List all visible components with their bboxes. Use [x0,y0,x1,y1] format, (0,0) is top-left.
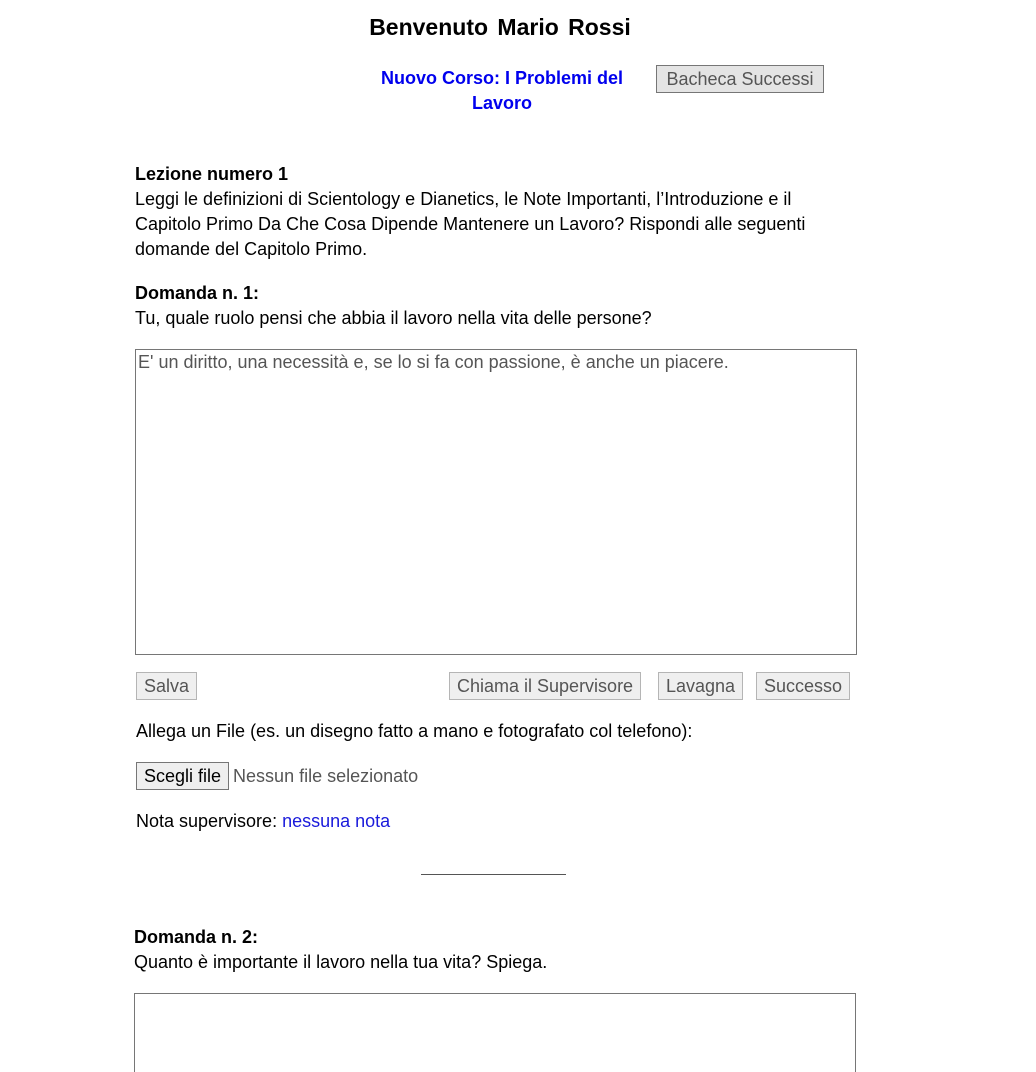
lesson-title: Lezione numero 1 [135,164,289,184]
file-input [136,762,418,790]
course-title-link[interactable]: Nuovo Corso: I Problemi del Lavoro [380,68,624,113]
question-2-answer-field[interactable] [134,993,856,1072]
welcome-heading: Benvenuto Mario Rossi [369,14,631,40]
question-divider [421,874,566,875]
question-2-text: Quanto è importante il lavoro nella tua vita? Spiega. [134,952,548,972]
question-1-text: Tu, quale ruolo pensi che abbia il lavoro nella vita delle persone? [135,308,652,328]
lesson-description: Leggi le definizioni di Scientology e Dianetics, le Note Importanti, l’Introduzione e il Capitolo Primo Da Che Cosa Dipende Mantenere un Lavoro? Rispondi alle seguenti domande del Capitolo Primo. [135,189,806,259]
call-supervisor-button[interactable]: Chiama il Supervisore [449,672,641,700]
supervisor-note-label: Nota supervisore: [136,811,278,831]
question-2-label: Domanda n. 2: [134,927,259,947]
supervisor-note [136,809,390,833]
file-status: Nessun file selezionato [233,765,419,786]
question-1-label: Domanda n. 1: [135,283,260,303]
question-1-answer-field[interactable] [135,349,857,655]
save-button[interactable]: Salva [136,672,197,700]
blackboard-button[interactable]: Lavagna [658,672,743,700]
success-button[interactable]: Successo [756,672,850,700]
question-1 [135,281,855,331]
supervisor-note-link[interactable]: nessuna nota [282,811,391,831]
achievements-board-button[interactable]: Bacheca Successi [656,65,824,93]
attach-file-label: Allega un File (es. un disegno fatto a mano e fotografato col telefono): [136,721,693,741]
lesson-intro [135,162,855,262]
choose-file-button[interactable]: Scegli file [136,762,229,790]
question-2 [134,925,854,975]
